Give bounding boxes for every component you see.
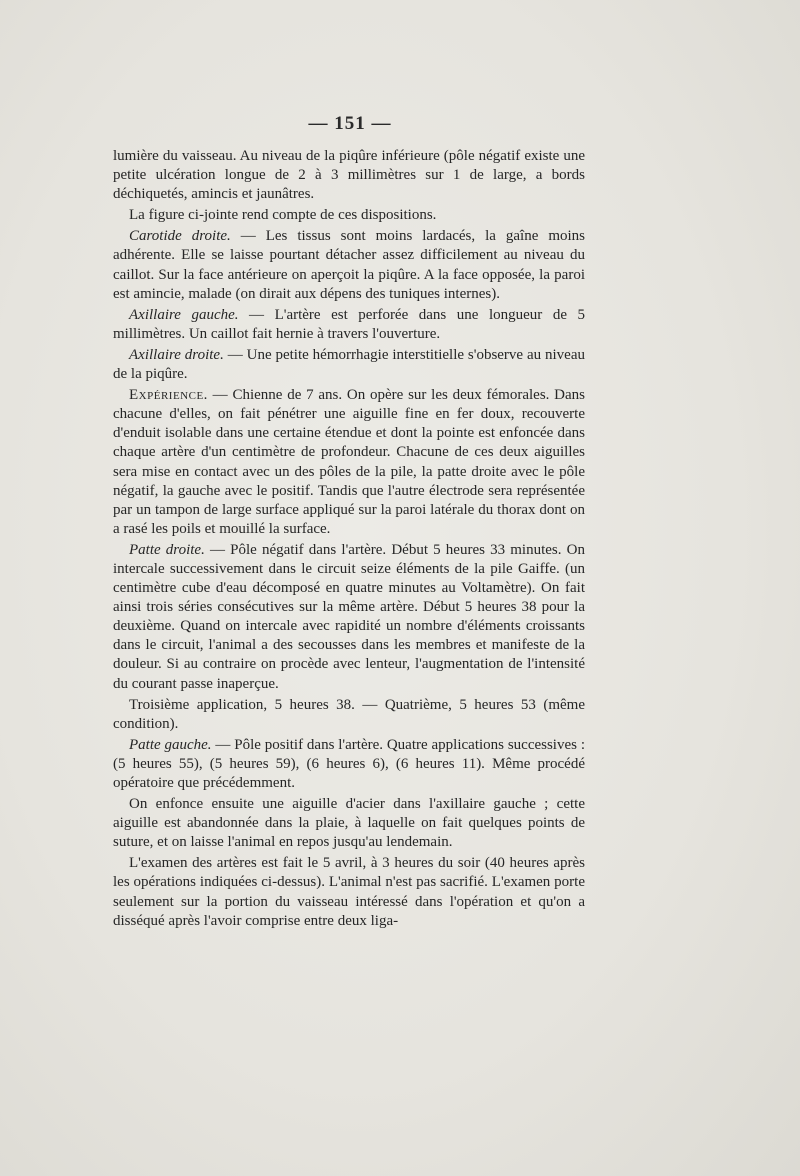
page-number: — 151 — — [308, 113, 392, 134]
paragraph-text: — Une petite hémorrhagie interstitielle s'observe au niveau de la piqûre. — [113, 346, 585, 383]
paragraph-text: — L'artère est perforée dans une longueur de 5 millimètres. Un caillot fait hernie à travers l'ouverture. — [113, 306, 586, 342]
paragraph-lead: Axillaire gauche. — [129, 306, 239, 323]
paragraph-patte-gauche — [113, 736, 585, 793]
paragraph-lead: Carotide droite. — [129, 228, 231, 245]
paragraph-troisieme-application — [113, 696, 585, 734]
paragraph-axillaire-droite — [113, 346, 585, 384]
paragraph-text: — Pôle négatif dans l'artère. Début 5 heures 33 minutes. On intercale successivement dans le circuit seize éléments de la pile Gaiffe. (un centimètre cube d'eau décomposé en quatre minutes au Voltamètre). On fait ainsi trois séries consécutives sur la même artère. Début 5 heures 38 pour la deuxième. Quand on intercale avec rapidité un nombre d'éléments croissants dans le circuit, l'animal a des secousses dans les membres et manifeste de la douleur. Si au contraire on procède avec lenteur, l'augmentation de l'intensité du courant passe inaperçue. — [113, 541, 585, 692]
paragraph-aiguille-acier — [113, 795, 585, 852]
paragraph-lead: Expérience. — [129, 387, 208, 404]
paragraph-lead: Axillaire droite. — [129, 346, 224, 363]
paragraph-text: — Pôle positif dans l'artère. Quatre applications successives : (5 heures 55), (5 heures 59), (6 heures 6), (6 heures 11). Même procédé opératoire que précédemment. — [113, 736, 585, 791]
paragraph-1-text: lumière du vaisseau. Au niveau de la piqûre inférieure (pôle négatif existe une petite ulcération longue de 2 à 3 millimètres sur 1 de large, a bords déchiquetés, amincis et jaunâtres. — [113, 148, 585, 203]
paragraph-lead: Patte gauche. — [129, 736, 212, 753]
paragraph-2-text: La figure ci-jointe rend compte de ces dispositions. — [129, 207, 437, 224]
paragraph-text: L'examen des artères est fait le 5 avril, à 3 heures du soir (40 heures après les opérations indiquées ci-dessus). L'animal n'est pas sacrifié. L'examen porte seulement sur la portion du vaisseau intéressé dans l'opération et qu'on a disséqué après l'avoir comprise entre deux liga- — [113, 855, 585, 929]
paragraph-patte-droite — [113, 541, 585, 694]
paragraph-text: Troisième application, 5 heures 38. — Quatrième, 5 heures 53 (même condition). — [113, 696, 585, 732]
paragraph-carotide-droite — [113, 227, 585, 303]
paragraph-examen — [113, 854, 585, 930]
paragraph-axillaire-gauche — [113, 306, 585, 344]
paragraph-text: — Les tissus sont moins lardacés, la gaîne moins adhérente. Elle se laisse pourtant détacher assez difficilement au niveau du caillot. Sur la face antérieure on aperçoit la piqûre. A la face opposée, la paroi est amincie, malade (on dirait aux dépens des tuniques internes). — [113, 228, 586, 302]
body-text — [113, 147, 585, 933]
paragraph-text: — Chienne de 7 ans. On opère sur les deux fémorales. Dans chacune d'elles, on fait pénétrer une aiguille fine en fer doux, recouverte d'enduit isolable dans une certaine étendue et dont la pointe est enfoncée dans chaque artère d'un centimètre de profondeur. Chacune de ces deux aiguilles sera mise en contact avec un des pôles de la pile, la patte droite avec le pôle négatif, la gauche avec le positif. Tandis que l'autre électrode sera représentée par un tampon de large surface appliqué sur la paroi latérale du thorax dont on a rasé les poils et mouillé la surface. — [113, 387, 585, 537]
paragraph-2 — [113, 206, 585, 225]
paragraph-text: On enfonce ensuite une aiguille d'acier dans l'axillaire gauche ; cette aiguille est abandonnée dans la plaie, à laquelle on fait quelques points de suture, et on laisse l'animal en repos jusqu'au lendemain. — [113, 796, 585, 851]
paragraph-lead: Patte droite. — [129, 541, 205, 558]
paragraph-experience — [113, 386, 585, 539]
paragraph-1 — [113, 147, 585, 204]
